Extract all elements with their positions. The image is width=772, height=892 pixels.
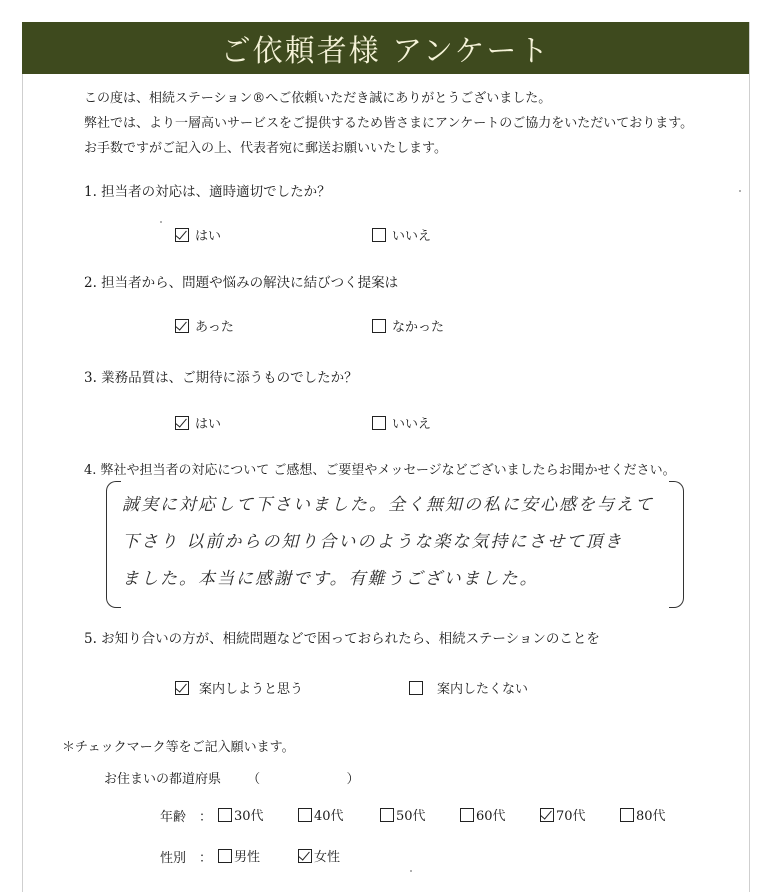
comment-line: 誠実に対応して下さいました。全く無知の私に安心感を与えて xyxy=(122,495,654,515)
prefecture-row xyxy=(104,768,359,787)
prefecture-label: お住まいの都道府県 xyxy=(104,772,222,787)
checkbox[interactable] xyxy=(460,808,474,822)
intro-line: 弊社では、より一層高いサービスをご提供するため皆さまにアンケートのご協力をいただいております。 xyxy=(84,116,694,131)
age-colon: ： xyxy=(199,810,213,825)
header-bar xyxy=(22,22,749,74)
scan-speck xyxy=(739,190,741,192)
option-label: なかった xyxy=(392,320,445,335)
q2-option-yes[interactable] xyxy=(175,316,234,335)
age-option-60[interactable] xyxy=(460,805,506,824)
checkbox[interactable] xyxy=(372,416,386,430)
checkbox[interactable] xyxy=(380,808,394,822)
age-option-50[interactable] xyxy=(380,805,426,824)
left-bracket xyxy=(106,481,121,608)
sex-colon: ： xyxy=(199,851,213,866)
q5-option-no[interactable] xyxy=(409,678,528,697)
option-label: はい xyxy=(195,417,222,432)
intro-line: お手数ですがご記入の上、代表者宛に郵送お願いいたします。 xyxy=(84,141,447,156)
question-1-label: 1. 担当者の対応は、適時適切でしたか？ xyxy=(84,184,331,200)
age-label-text: 30代 xyxy=(234,809,264,824)
checkbox-checked[interactable] xyxy=(175,319,189,333)
q5-option-yes[interactable] xyxy=(175,678,303,697)
q3-option-yes[interactable] xyxy=(175,413,221,432)
age-label: 年齢 xyxy=(160,810,187,825)
option-label: あった xyxy=(195,320,234,335)
intro-text xyxy=(84,86,724,161)
q2-option-no[interactable] xyxy=(372,316,444,335)
checkbox[interactable] xyxy=(218,808,232,822)
age-label-text: 50代 xyxy=(396,809,426,824)
checkbox-checked[interactable] xyxy=(298,849,312,863)
handwritten-comment xyxy=(122,487,674,598)
sex-option-male[interactable] xyxy=(218,846,260,865)
scan-speck xyxy=(410,870,412,872)
age-label-text: 40代 xyxy=(314,809,344,824)
option-label: 案内しようと思う xyxy=(199,682,304,697)
sex-label: 性別 xyxy=(160,851,187,866)
age-option-30[interactable] xyxy=(218,805,264,824)
q1-option-yes[interactable] xyxy=(175,225,221,244)
age-label-text: 70代 xyxy=(556,809,586,824)
age-option-80[interactable] xyxy=(620,805,666,824)
age-option-40[interactable] xyxy=(298,805,344,824)
checkbox-checked[interactable] xyxy=(175,228,189,242)
checkbox-checked[interactable] xyxy=(175,681,189,695)
sex-label-text: 女性 xyxy=(314,850,341,865)
checkmark-note: ＊チェックマーク等をご記入願います。 xyxy=(62,740,295,755)
checkbox-checked[interactable] xyxy=(540,808,554,822)
age-option-70[interactable] xyxy=(540,805,586,824)
option-label: いいえ xyxy=(392,417,432,432)
comment-line: ました。本当に感謝です。有難うございました。 xyxy=(122,569,539,589)
comment-line: 下さり 以前からの知り合いのような楽な気持にさせて頂き xyxy=(122,532,624,552)
question-3-label: 3. 業務品質は、ご期待に添うものでしたか？ xyxy=(84,370,358,386)
q1-option-no[interactable] xyxy=(372,225,431,244)
checkbox[interactable] xyxy=(620,808,634,822)
checkbox[interactable] xyxy=(372,228,386,242)
checkbox[interactable] xyxy=(409,681,423,695)
question-2-label: 2. 担当者から、問題や悩みの解決に結びつく提案は xyxy=(84,275,399,291)
intro-line: この度は、相続ステーション®へご依頼いただき誠にありがとうございました。 xyxy=(84,91,552,106)
paren-close: ） xyxy=(346,772,360,787)
page-title: ご依頼者様 アンケート xyxy=(220,34,551,69)
option-label: 案内したくない xyxy=(437,682,529,697)
checkbox[interactable] xyxy=(372,319,386,333)
sex-label-text: 男性 xyxy=(234,850,261,865)
option-label: いいえ xyxy=(392,229,432,244)
sex-option-female[interactable] xyxy=(298,846,340,865)
scan-speck xyxy=(160,221,162,223)
q3-option-no[interactable] xyxy=(372,413,431,432)
checkbox[interactable] xyxy=(298,808,312,822)
comment-box[interactable] xyxy=(106,481,684,606)
paren-open: （ xyxy=(247,772,261,787)
age-label-text: 60代 xyxy=(476,809,506,824)
question-5-label: 5. お知り合いの方が、相続問題などで困っておられたら、相続ステーションのことを xyxy=(84,631,600,647)
question-4-label: 4. 弊社や担当者の対応について ご感想、ご要望やメッセージなどございましたらお聞かせください。 xyxy=(84,463,676,478)
checkbox-checked[interactable] xyxy=(175,416,189,430)
checkbox[interactable] xyxy=(218,849,232,863)
option-label: はい xyxy=(195,229,222,244)
age-label-text: 80代 xyxy=(636,809,666,824)
